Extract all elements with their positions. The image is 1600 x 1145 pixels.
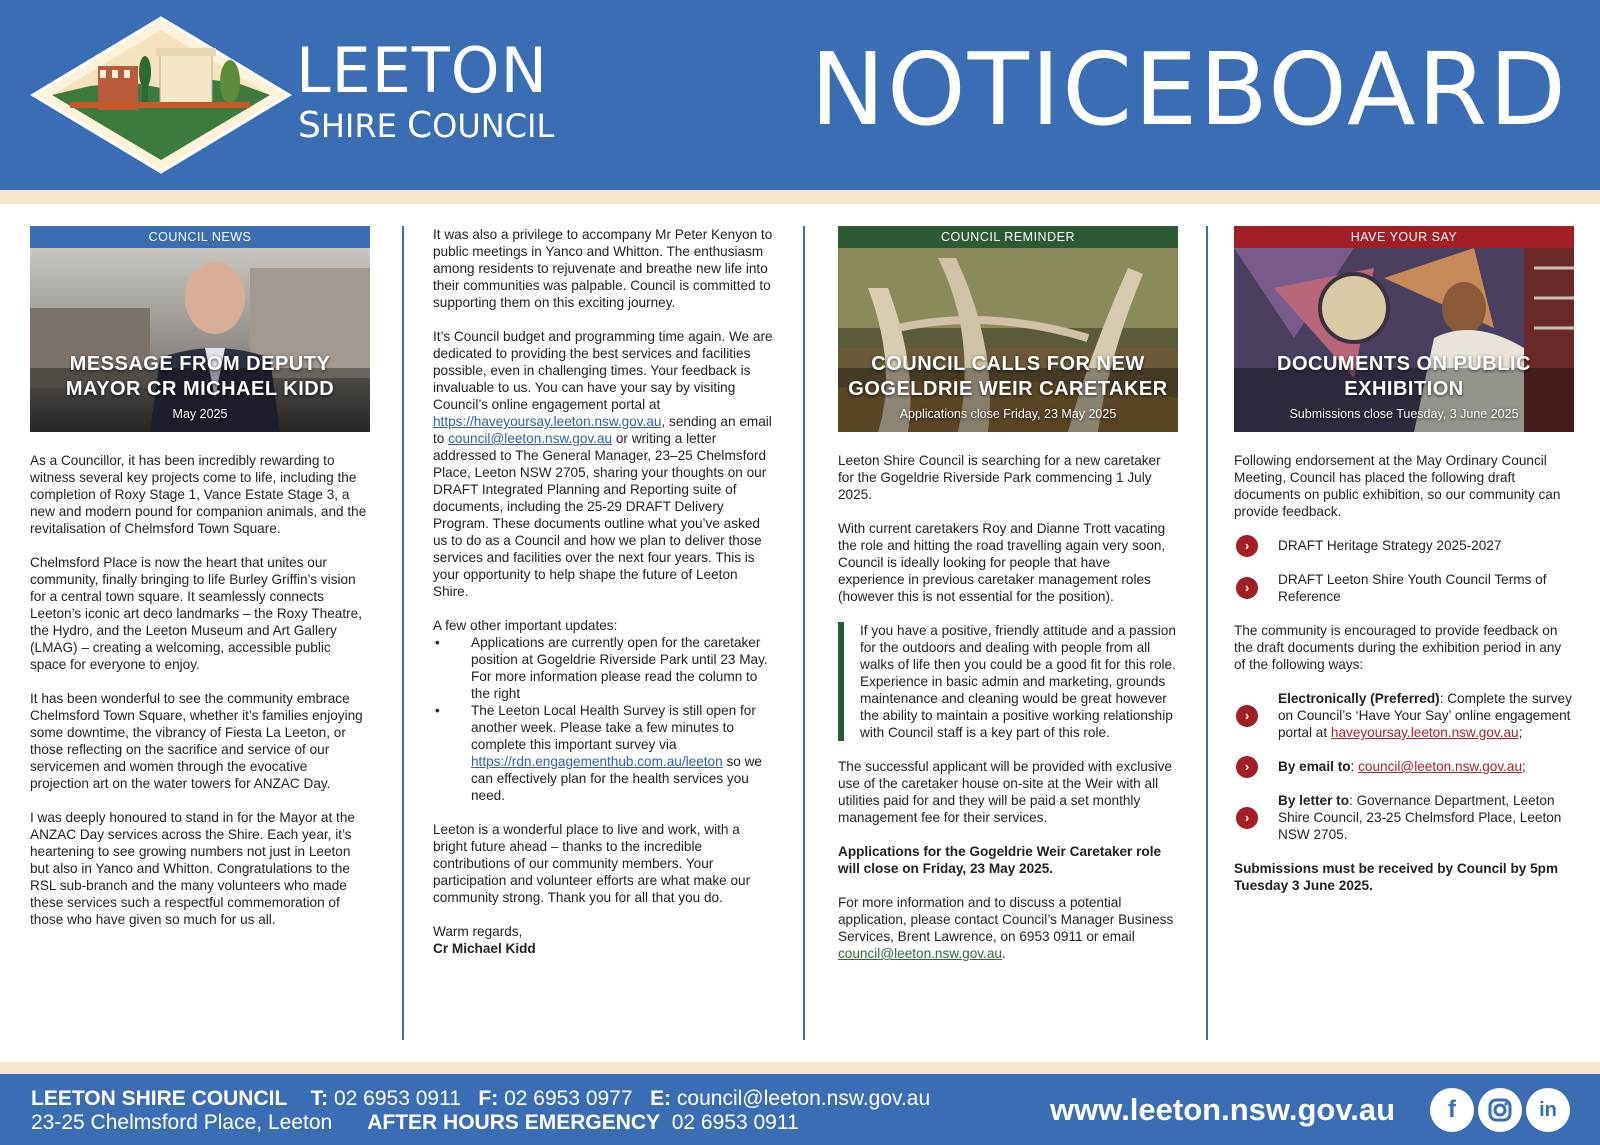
phone-number[interactable]: 02 6953 0911 bbox=[333, 1087, 461, 1110]
list-item bbox=[433, 702, 773, 804]
updates-intro: A few other important updates: bbox=[433, 618, 618, 633]
paragraph bbox=[838, 894, 1178, 962]
submission-deadline: Submissions must be received by Council by 5pm Tuesday 3 June 2025. bbox=[1234, 861, 1559, 893]
draft-document-item bbox=[1234, 537, 1574, 554]
paragraph-text: For more information and to discuss a potential application, please contact Council’s Manager Business Services, Brent Lawrence, on 6953 0911 or email bbox=[838, 895, 1174, 944]
column-divider bbox=[803, 226, 805, 1040]
linkedin-icon[interactable]: in bbox=[1526, 1088, 1570, 1132]
org-name-line1: LEETON bbox=[296, 34, 548, 107]
draft-document-item bbox=[1234, 571, 1574, 605]
org-name-c: C bbox=[406, 105, 433, 146]
fax-label: F: bbox=[478, 1087, 499, 1110]
list-item: • Applications are currently open for the caretaker position at Gogeldrie Riverside Park until 23 May. For more information please read the column to the right bbox=[433, 634, 773, 702]
submission-method-item bbox=[1234, 758, 1574, 775]
emergency-label: AFTER HOURS EMERGENCY bbox=[367, 1111, 661, 1134]
org-name-hire: HIRE bbox=[320, 107, 407, 145]
council-email-link[interactable]: council@leeton.nsw.gov.au bbox=[838, 946, 1002, 961]
mural-photo bbox=[1234, 248, 1574, 432]
bottom-divider-band bbox=[0, 1062, 1600, 1074]
article-body bbox=[30, 452, 370, 928]
river-gum-photo bbox=[838, 248, 1178, 432]
signature: Cr Michael Kidd bbox=[433, 941, 536, 956]
org-name-ouncil: OUNCIL bbox=[432, 107, 555, 145]
chevron-right-icon: › bbox=[1236, 577, 1258, 599]
section-tag: COUNCIL NEWS bbox=[30, 226, 370, 248]
paragraph-text: It’s Council budget and programming time again. We are dedicated to providing the best services and facilities possible, even in challenging times. Your feedback is invaluable to us. You can have your say by visiting Council’s online engagement portal at bbox=[433, 329, 773, 412]
chevron-right-icon: › bbox=[1236, 535, 1258, 557]
hero-title-line2: EXHIBITION bbox=[1344, 378, 1464, 400]
submission-method-item bbox=[1234, 792, 1574, 843]
column-divider bbox=[1206, 226, 1208, 1040]
hero-title-line2: GOGELDRIE WEIR CARETAKER bbox=[848, 378, 1168, 400]
list-item-text: The Leeton Local Health Survey is still open for another week. Please take a few minutes to complete this important survey via bbox=[471, 703, 756, 752]
chevron-right-icon: › bbox=[1236, 705, 1258, 727]
paragraph: It was also a privilege to accompany Mr Peter Kenyon to public meetings in Yanco and Whitton. The enthusiasm among residents to rejuvenate and breathe new life into their communities was palpable. Council is committed to supporting them on this exciting journey. bbox=[433, 227, 773, 310]
hero-title bbox=[1234, 352, 1574, 402]
method-label: Electronically (Preferred) bbox=[1278, 691, 1440, 706]
method-text: : Governance Department, Leeton Shire Council, 23-25 Chelmsford Place, Leeton NSW 2705. bbox=[1278, 793, 1562, 842]
council-logo bbox=[30, 16, 292, 174]
hero-title-line2: MAYOR CR MICHAEL KIDD bbox=[65, 378, 335, 400]
chevron-right-icon: › bbox=[1236, 807, 1258, 829]
hero-title-line1: DOCUMENTS ON PUBLIC bbox=[1277, 353, 1531, 375]
method-text: : Complete the survey on Council’s ‘Have Your Say’ online engagement portal at bbox=[1278, 691, 1572, 740]
section-tag: COUNCIL REMINDER bbox=[838, 226, 1178, 248]
fax-number: 02 6953 0977 bbox=[504, 1087, 633, 1110]
column-divider bbox=[402, 226, 404, 1040]
method-label: By email to bbox=[1278, 759, 1351, 774]
paragraph: With current caretakers Roy and Dianne Trott vacating the role and hitting the road travelling again very soon, Council is ideally looking for people that have experience in previous caretaker management roles (however this is not essential for the position). bbox=[838, 521, 1166, 604]
footer-address-line bbox=[31, 1111, 799, 1135]
phone-label: T: bbox=[310, 1087, 329, 1110]
column-message-continued bbox=[433, 226, 773, 957]
hero-subtitle: Submissions close Tuesday, 3 June 2025 bbox=[1289, 407, 1519, 421]
paragraph: Leeton is a wonderful place to live and work, with a bright future ahead – thanks to the incredible contributions of our community members. Your participation and volunteer efforts are what make our community strong. Thank you for all that you do. bbox=[433, 822, 751, 905]
instagram-icon[interactable] bbox=[1478, 1088, 1522, 1132]
org-name-line2 bbox=[298, 105, 555, 146]
document-title: DRAFT Heritage Strategy 2025-2027 bbox=[1278, 538, 1502, 553]
document-title: DRAFT Leeton Shire Youth Council Terms of Reference bbox=[1278, 572, 1547, 604]
paragraph: I was deeply honoured to stand in for the Mayor at the ANZAC Day services across the Shire. Each year, it’s heartening to see growing numbers not just in Leeton but also in Yanco and Whitton. Congratulations to the RSL sub-branch and the many volunteers who made these services such a respectful commemoration of those who have given so much for us all. bbox=[30, 810, 355, 927]
paragraph: Chelmsford Place is now the heart that unites our community, finally bringing to life Burley Griffin’s vision for a central town square. It seamlessly connects Leeton’s iconic art deco landmarks – the Roxy Theatre, the Hydro, and the Leeton Museum and Art Gallery (LMAG) – creating a welcoming, accessible public space for everyone to enjoy. bbox=[30, 555, 362, 672]
paragraph: Following endorsement at the May Ordinary Council Meeting, Council has placed the following draft documents on public exhibition, so our community can provide feedback. bbox=[1234, 453, 1561, 519]
hero-title bbox=[30, 352, 370, 402]
deputy-mayor-photo bbox=[30, 248, 370, 432]
paragraph bbox=[433, 328, 773, 600]
top-divider-band bbox=[0, 190, 1600, 204]
hero-subtitle: May 2025 bbox=[172, 407, 228, 421]
paragraph: Leeton Shire Council is searching for a new caretaker for the Gogeldrie Riverside Park commencing 1 July 2025. bbox=[838, 453, 1161, 502]
paragraph: As a Councillor, it has been incredibly rewarding to witness several key projects come to life, including the completion of Roxy Stage 1, Vance Estate Stage 3, a new and modern pound for companion animals, and the revitalisation of Chelmsford Town Square. bbox=[30, 453, 367, 536]
haveyoursay-link[interactable]: haveyoursay.leeton.nsw.gov.au bbox=[1330, 725, 1519, 740]
method-text: ; bbox=[1518, 725, 1523, 740]
paragraph: The successful applicant will be provided with exclusive use of the caretaker house on-site at the Weir with all utilities paid for and they will be paid a set monthly management fee for their services. bbox=[838, 759, 1172, 825]
council-email-link[interactable]: council@leeton.nsw.gov.au bbox=[448, 431, 613, 446]
footer-contact-line bbox=[31, 1087, 930, 1111]
emergency-number[interactable]: 02 6953 0911 bbox=[671, 1111, 799, 1134]
footer-org-name: LEETON SHIRE COUNCIL bbox=[31, 1087, 288, 1110]
section-tag: HAVE YOUR SAY bbox=[1234, 226, 1574, 248]
column-have-your-say bbox=[1234, 226, 1574, 911]
hero-title-line1: COUNCIL CALLS FOR NEW bbox=[871, 353, 1145, 375]
paragraph-text: , sending an email to bbox=[433, 414, 772, 446]
footer-email[interactable]: council@leeton.nsw.gov.au bbox=[676, 1087, 931, 1110]
org-name-s: S bbox=[298, 105, 321, 146]
health-survey-link[interactable]: https://rdn.engagementhub.com.au/leeton bbox=[471, 754, 723, 769]
method-text: : bbox=[1350, 759, 1359, 774]
hero-weir-caretaker bbox=[838, 248, 1178, 432]
hero-public-exhibition bbox=[1234, 248, 1574, 432]
column-council-reminder bbox=[838, 226, 1178, 979]
submission-method-item bbox=[1234, 690, 1574, 741]
hero-title bbox=[838, 352, 1178, 402]
paragraph: The community is encouraged to provide feedback on the draft documents during the exhibition period in any of the following ways: bbox=[1234, 623, 1562, 672]
paragraph-text: . bbox=[1001, 946, 1006, 961]
list-item-text: so we can effectively plan for the health services you need. bbox=[471, 754, 762, 803]
closing-date-notice: Applications for the Gogeldrie Weir Caretaker role will close on Friday, 23 May 2025. bbox=[838, 844, 1162, 876]
signoff: Warm regards, bbox=[433, 924, 523, 939]
header-banner bbox=[0, 0, 1600, 190]
page-title: NOTICEBOARD bbox=[810, 31, 1568, 148]
updates-list bbox=[433, 634, 773, 804]
footer-address: 23-25 Chelmsford Place, Leeton bbox=[31, 1111, 333, 1134]
paragraph: It has been wonderful to see the community embrace Chelmsford Town Square, whether it’s families enjoying some downtime, the vibrancy of Fiesta La Leeton, or those reflecting on the sacrifice and service of our servicemen and women through the evocative projection art on the water towers for ANZAC Day. bbox=[30, 691, 363, 791]
chevron-right-icon: › bbox=[1236, 756, 1258, 778]
hero-subtitle: Applications close Friday, 23 May 2025 bbox=[899, 407, 1117, 421]
haveyoursay-link[interactable]: https://haveyoursay.leeton.nsw.gov.au bbox=[433, 414, 662, 429]
method-label: By letter to bbox=[1278, 793, 1350, 808]
method-text: ; bbox=[1522, 759, 1526, 774]
callout-quote: If you have a positive, friendly attitude and a passion for the outdoors and dealing with people from all walks of life then you could be a good fit for this role. Experience in basic admin and marketing, grounds maintenance and cleaning would be great however the ability to maintain a positive working relationship with Council staff is a key part of this role. bbox=[838, 622, 1178, 741]
email-label: E: bbox=[650, 1087, 672, 1110]
council-email-link[interactable]: council@leeton.nsw.gov.au bbox=[1358, 759, 1523, 774]
article-body bbox=[838, 452, 1178, 962]
column-council-news bbox=[30, 226, 370, 945]
facebook-icon[interactable]: f bbox=[1430, 1088, 1474, 1132]
footer bbox=[0, 1074, 1600, 1145]
website-link[interactable]: www.leeton.nsw.gov.au bbox=[1050, 1092, 1396, 1127]
hero-title-line1: MESSAGE FROM DEPUTY bbox=[69, 353, 331, 375]
article-body bbox=[1234, 452, 1574, 894]
paragraph-text: or writing a letter addressed to The General Manager, 23–25 Chelmsford Place, Leeton NSW 2705, sharing your thoughts on our DRAFT Integrated Planning and Reporting suite of documents, including the 25-29 DRAFT Delivery Program. These documents outline what you’ve asked us to do as a Council and how we plan to deliver those services and facilities over the next four years. This is your opportunity to help shape the future of Leeton Shire. bbox=[433, 431, 767, 599]
hero-deputy-mayor bbox=[30, 248, 370, 432]
